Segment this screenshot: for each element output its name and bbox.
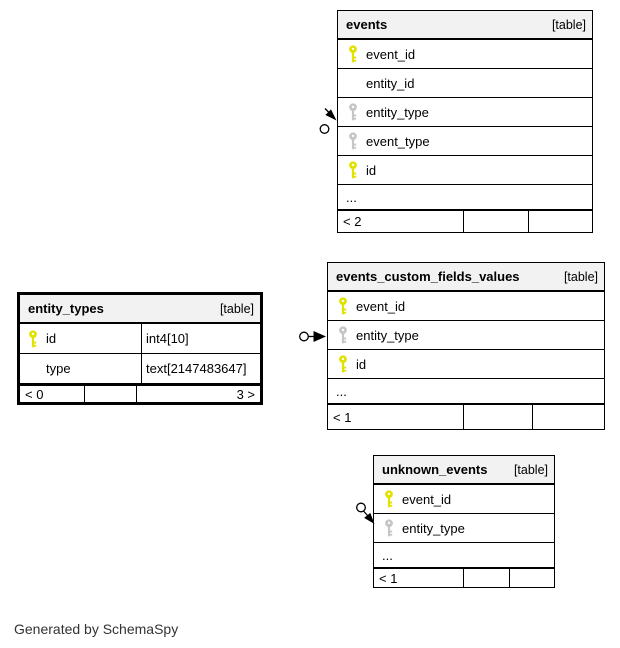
connector-events-entity-type xyxy=(320,109,336,134)
footer-cell xyxy=(464,569,510,587)
footer-cell xyxy=(464,211,529,232)
footer-relationship-count: < 1 xyxy=(374,569,464,587)
footer-cell xyxy=(85,386,137,402)
table-type-badge: [table] xyxy=(513,462,548,477)
column-name: type xyxy=(46,361,71,376)
table-entity-types[interactable] xyxy=(17,292,263,405)
foreign-key-icon xyxy=(384,519,394,537)
column-row-id xyxy=(338,156,592,185)
column-type: int4[10] xyxy=(146,331,189,346)
column-row-event-id xyxy=(374,485,554,514)
foreign-key-icon xyxy=(348,103,358,121)
truncated-columns-indicator: ... xyxy=(382,547,393,563)
column-row-entity-id xyxy=(338,69,592,98)
column-row-id xyxy=(20,324,260,354)
no-key-spacer xyxy=(28,360,38,378)
column-name-cell xyxy=(20,324,142,353)
column-row-entity-type xyxy=(328,321,604,350)
footer-cell xyxy=(529,211,592,232)
footer-cell xyxy=(533,405,604,429)
column-name: entity_type xyxy=(356,327,419,343)
primary-key-icon xyxy=(348,45,358,63)
column-name: event_type xyxy=(366,133,430,149)
footer-relationship-count: < 2 xyxy=(338,211,464,232)
footer-relationship-count: < 1 xyxy=(328,405,464,429)
table-type-badge: [table] xyxy=(563,269,598,284)
column-type: text[2147483647] xyxy=(146,361,247,376)
column-name: entity_type xyxy=(402,520,465,536)
table-type-badge: [table] xyxy=(551,17,586,32)
column-row-event-id xyxy=(338,40,592,69)
table-events-custom-fields-values[interactable] xyxy=(327,262,605,430)
column-name-cell xyxy=(20,354,142,383)
column-row-type xyxy=(20,354,260,384)
table-type-badge: [table] xyxy=(219,301,254,316)
table-title: events xyxy=(346,17,388,32)
primary-key-icon xyxy=(338,297,348,315)
column-name: entity_type xyxy=(366,104,429,120)
footer-cell xyxy=(464,405,533,429)
column-row-entity-type xyxy=(338,98,592,127)
primary-key-icon xyxy=(384,490,394,508)
foreign-key-icon xyxy=(338,326,348,344)
table-entity-types-header xyxy=(20,295,260,324)
table-footer xyxy=(374,567,554,587)
primary-key-icon xyxy=(28,330,38,348)
connector-events-custom-fields-values-entity-type xyxy=(300,331,326,342)
table-events-custom-fields-values-header xyxy=(328,263,604,292)
column-name: event_id xyxy=(402,491,452,507)
column-row-id xyxy=(328,350,604,379)
column-row-entity-type xyxy=(374,514,554,543)
primary-key-icon xyxy=(338,355,348,373)
column-name: id xyxy=(356,356,367,372)
column-name: entity_id xyxy=(366,75,415,91)
primary-key-icon xyxy=(348,161,358,179)
truncated-columns-indicator: ... xyxy=(336,383,347,399)
column-row-event-id xyxy=(328,292,604,321)
table-footer xyxy=(328,403,604,429)
table-unknown-events-header xyxy=(374,456,554,485)
table-title: entity_types xyxy=(28,301,104,316)
no-key-spacer xyxy=(348,74,358,92)
table-events-header xyxy=(338,11,592,40)
column-name: id xyxy=(46,331,57,346)
table-title: events_custom_fields_values xyxy=(336,269,520,284)
table-title: unknown_events xyxy=(382,462,488,477)
column-name: event_id xyxy=(356,298,406,314)
table-footer xyxy=(338,209,592,232)
generated-by-credit: Generated by SchemaSpy xyxy=(14,621,179,637)
footer-relationship-count-out: 3 > xyxy=(236,386,255,402)
column-name: event_id xyxy=(366,46,416,62)
table-footer xyxy=(20,384,260,402)
column-row-event-type xyxy=(338,127,592,156)
footer-relationship-count: < 0 xyxy=(20,386,85,402)
table-unknown-events[interactable] xyxy=(373,455,555,588)
truncated-columns-indicator: ... xyxy=(346,189,357,205)
connector-unknown-events-entity-type xyxy=(357,503,375,524)
table-events[interactable] xyxy=(337,10,593,233)
column-name: id xyxy=(366,162,377,178)
footer-cell xyxy=(510,569,554,587)
foreign-key-icon xyxy=(348,132,358,150)
